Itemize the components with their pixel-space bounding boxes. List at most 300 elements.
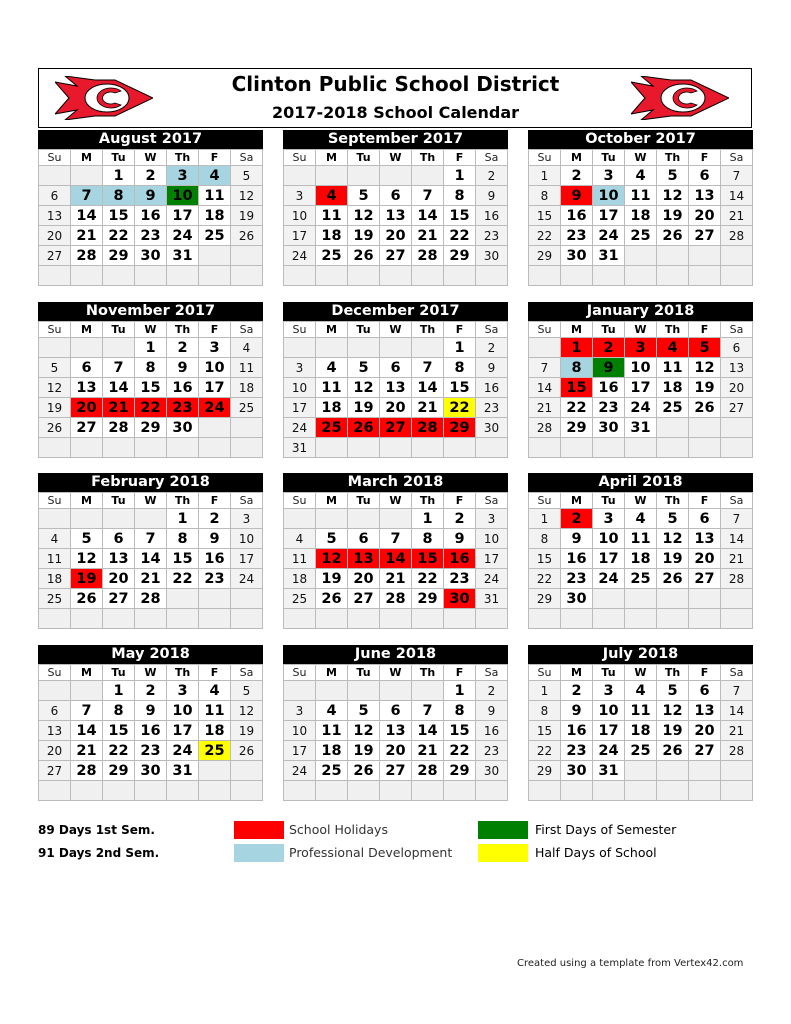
weekday-header: Th bbox=[412, 665, 444, 681]
day-cell: 9 bbox=[561, 529, 593, 549]
day-cell: 6 bbox=[689, 509, 721, 529]
day-cell: 28 bbox=[529, 418, 561, 438]
weekday-header: Sa bbox=[231, 150, 263, 166]
day-cell: 12 bbox=[231, 701, 263, 721]
day-cell: 3 bbox=[284, 701, 316, 721]
day-cell: 4 bbox=[199, 681, 231, 701]
empty-day-cell bbox=[529, 438, 561, 458]
empty-day-cell bbox=[657, 418, 689, 438]
weekday-header: F bbox=[199, 150, 231, 166]
empty-day-cell bbox=[284, 266, 316, 286]
empty-day-cell bbox=[316, 438, 348, 458]
day-cell: 11 bbox=[316, 206, 348, 226]
empty-day-cell bbox=[380, 438, 412, 458]
day-cell: 1 bbox=[167, 509, 199, 529]
empty-day-cell bbox=[348, 681, 380, 701]
legend-holiday-swatch bbox=[234, 821, 284, 839]
weekday-header: Tu bbox=[593, 322, 625, 338]
day-cell: 17 bbox=[593, 549, 625, 569]
empty-day-cell bbox=[561, 438, 593, 458]
empty-day-cell bbox=[284, 338, 316, 358]
day-cell: 2 bbox=[444, 509, 476, 529]
empty-day-cell bbox=[316, 266, 348, 286]
day-cell: 22 bbox=[135, 398, 167, 418]
day-cell: 28 bbox=[380, 589, 412, 609]
day-cell: 2 bbox=[199, 509, 231, 529]
empty-day-cell bbox=[71, 509, 103, 529]
day-cell: 14 bbox=[71, 721, 103, 741]
day-cell: 1 bbox=[135, 338, 167, 358]
empty-day-cell bbox=[444, 266, 476, 286]
day-cell: 29 bbox=[103, 246, 135, 266]
empty-day-cell bbox=[593, 438, 625, 458]
day-cell: 19 bbox=[231, 721, 263, 741]
weekday-header: Su bbox=[529, 150, 561, 166]
weekday-header: F bbox=[444, 493, 476, 509]
day-cell: 20 bbox=[689, 549, 721, 569]
day-cell: 18 bbox=[657, 378, 689, 398]
day-cell: 25 bbox=[625, 226, 657, 246]
month-calendar bbox=[283, 645, 508, 801]
day-cell: 1 bbox=[103, 166, 135, 186]
weekday-header: Th bbox=[657, 493, 689, 509]
day-cell: 27 bbox=[689, 741, 721, 761]
day-cell: 3 bbox=[476, 509, 508, 529]
day-cell: 2 bbox=[135, 166, 167, 186]
day-cell: 17 bbox=[284, 226, 316, 246]
day-cell: 24 bbox=[593, 569, 625, 589]
day-cell: 29 bbox=[412, 589, 444, 609]
day-cell: 23 bbox=[561, 226, 593, 246]
day-cell: 18 bbox=[316, 226, 348, 246]
empty-day-cell bbox=[593, 781, 625, 801]
day-cell: 21 bbox=[380, 569, 412, 589]
day-cell: 3 bbox=[593, 681, 625, 701]
day-cell: 13 bbox=[689, 186, 721, 206]
empty-day-cell bbox=[231, 418, 263, 438]
weekday-header: W bbox=[135, 493, 167, 509]
day-cell: 23 bbox=[561, 569, 593, 589]
day-cell: 8 bbox=[444, 186, 476, 206]
day-cell: 13 bbox=[689, 701, 721, 721]
empty-day-cell bbox=[316, 609, 348, 629]
weekday-header: Tu bbox=[103, 665, 135, 681]
empty-day-cell bbox=[199, 438, 231, 458]
day-cell: 22 bbox=[529, 569, 561, 589]
day-cell: 23 bbox=[167, 398, 199, 418]
day-cell: 1 bbox=[561, 338, 593, 358]
day-cell: 24 bbox=[284, 761, 316, 781]
day-cell: 16 bbox=[167, 378, 199, 398]
empty-day-cell bbox=[135, 438, 167, 458]
empty-day-cell bbox=[348, 509, 380, 529]
day-cell: 29 bbox=[529, 246, 561, 266]
empty-day-cell bbox=[39, 438, 71, 458]
day-cell: 20 bbox=[103, 569, 135, 589]
empty-day-cell bbox=[721, 438, 753, 458]
day-cell: 9 bbox=[135, 186, 167, 206]
day-cell: 6 bbox=[39, 701, 71, 721]
empty-day-cell bbox=[348, 609, 380, 629]
legend-half-swatch bbox=[478, 844, 528, 862]
day-cell: 26 bbox=[231, 226, 263, 246]
empty-day-cell bbox=[657, 781, 689, 801]
weekday-header: Th bbox=[657, 150, 689, 166]
weekday-header: W bbox=[135, 150, 167, 166]
month-day-grid bbox=[283, 664, 508, 801]
day-cell: 27 bbox=[71, 418, 103, 438]
day-cell: 26 bbox=[657, 226, 689, 246]
month-calendar bbox=[283, 130, 508, 286]
weekday-header: M bbox=[561, 493, 593, 509]
day-cell: 20 bbox=[348, 569, 380, 589]
day-cell: 17 bbox=[593, 721, 625, 741]
day-cell: 14 bbox=[103, 378, 135, 398]
day-cell: 5 bbox=[657, 681, 689, 701]
day-cell: 18 bbox=[199, 721, 231, 741]
day-cell: 9 bbox=[561, 186, 593, 206]
empty-day-cell bbox=[689, 609, 721, 629]
day-cell: 8 bbox=[103, 186, 135, 206]
day-cell: 25 bbox=[316, 246, 348, 266]
month-title: April 2018 bbox=[528, 473, 753, 492]
day-cell: 5 bbox=[231, 681, 263, 701]
empty-day-cell bbox=[39, 266, 71, 286]
empty-day-cell bbox=[167, 266, 199, 286]
day-cell: 29 bbox=[561, 418, 593, 438]
empty-day-cell bbox=[476, 266, 508, 286]
month-day-grid bbox=[38, 321, 263, 458]
day-cell: 11 bbox=[625, 529, 657, 549]
day-cell: 8 bbox=[167, 529, 199, 549]
day-cell: 7 bbox=[71, 186, 103, 206]
weekday-header: Sa bbox=[721, 493, 753, 509]
empty-day-cell bbox=[199, 589, 231, 609]
month-calendar bbox=[283, 473, 508, 629]
day-cell: 12 bbox=[657, 701, 689, 721]
weekday-header: Th bbox=[412, 493, 444, 509]
month-calendar bbox=[528, 302, 753, 458]
day-cell: 18 bbox=[199, 206, 231, 226]
day-cell: 15 bbox=[444, 378, 476, 398]
day-cell: 1 bbox=[529, 681, 561, 701]
day-cell: 6 bbox=[39, 186, 71, 206]
empty-day-cell bbox=[71, 781, 103, 801]
weekday-header: F bbox=[689, 150, 721, 166]
day-cell: 26 bbox=[39, 418, 71, 438]
empty-day-cell bbox=[529, 338, 561, 358]
day-cell: 9 bbox=[476, 186, 508, 206]
day-cell: 6 bbox=[103, 529, 135, 549]
month-title: July 2018 bbox=[528, 645, 753, 664]
empty-day-cell bbox=[284, 681, 316, 701]
day-cell: 30 bbox=[561, 246, 593, 266]
empty-day-cell bbox=[167, 609, 199, 629]
day-cell: 5 bbox=[689, 338, 721, 358]
day-cell: 20 bbox=[71, 398, 103, 418]
day-cell: 24 bbox=[476, 569, 508, 589]
day-cell: 21 bbox=[103, 398, 135, 418]
day-cell: 14 bbox=[380, 549, 412, 569]
weekday-header: M bbox=[316, 665, 348, 681]
day-cell: 14 bbox=[529, 378, 561, 398]
page-subtitle: 2017-2018 School Calendar bbox=[271, 103, 520, 122]
day-cell: 29 bbox=[444, 246, 476, 266]
month-title: February 2018 bbox=[38, 473, 263, 492]
weekday-header: Th bbox=[657, 322, 689, 338]
day-cell: 18 bbox=[625, 721, 657, 741]
weekday-header: Tu bbox=[593, 665, 625, 681]
day-cell: 8 bbox=[529, 701, 561, 721]
empty-day-cell bbox=[135, 781, 167, 801]
month-day-grid bbox=[38, 492, 263, 629]
day-cell: 19 bbox=[348, 741, 380, 761]
empty-day-cell bbox=[561, 781, 593, 801]
weekday-header: Th bbox=[167, 150, 199, 166]
day-cell: 4 bbox=[625, 681, 657, 701]
day-cell: 11 bbox=[625, 186, 657, 206]
weekday-header: F bbox=[444, 322, 476, 338]
day-cell: 17 bbox=[167, 206, 199, 226]
day-cell: 2 bbox=[476, 681, 508, 701]
empty-day-cell bbox=[103, 438, 135, 458]
day-cell: 6 bbox=[380, 186, 412, 206]
empty-day-cell bbox=[199, 418, 231, 438]
empty-day-cell bbox=[199, 761, 231, 781]
month-calendar bbox=[38, 645, 263, 801]
day-cell: 21 bbox=[412, 398, 444, 418]
day-cell: 16 bbox=[593, 378, 625, 398]
day-cell: 26 bbox=[657, 741, 689, 761]
day-cell: 30 bbox=[476, 246, 508, 266]
day-cell: 15 bbox=[103, 206, 135, 226]
day-cell: 3 bbox=[284, 186, 316, 206]
empty-day-cell bbox=[103, 609, 135, 629]
day-cell: 2 bbox=[135, 681, 167, 701]
day-cell: 22 bbox=[444, 741, 476, 761]
day-cell: 26 bbox=[316, 589, 348, 609]
day-cell: 7 bbox=[103, 358, 135, 378]
day-cell: 17 bbox=[476, 549, 508, 569]
day-cell: 26 bbox=[71, 589, 103, 609]
day-cell: 27 bbox=[39, 761, 71, 781]
day-cell: 15 bbox=[444, 206, 476, 226]
day-cell: 23 bbox=[444, 569, 476, 589]
month-title: November 2017 bbox=[38, 302, 263, 321]
day-cell: 21 bbox=[721, 549, 753, 569]
weekday-header: Sa bbox=[721, 322, 753, 338]
empty-day-cell bbox=[231, 438, 263, 458]
day-cell: 17 bbox=[284, 741, 316, 761]
legend-pd-label: Professional Development bbox=[289, 845, 453, 860]
day-cell: 25 bbox=[231, 398, 263, 418]
day-cell: 31 bbox=[593, 761, 625, 781]
day-cell: 16 bbox=[476, 721, 508, 741]
empty-day-cell bbox=[284, 509, 316, 529]
day-cell: 11 bbox=[199, 186, 231, 206]
day-cell: 28 bbox=[71, 761, 103, 781]
month-day-grid bbox=[283, 321, 508, 458]
day-cell: 16 bbox=[561, 206, 593, 226]
weekday-header: Su bbox=[284, 665, 316, 681]
day-cell: 17 bbox=[625, 378, 657, 398]
empty-day-cell bbox=[625, 438, 657, 458]
day-cell: 7 bbox=[721, 681, 753, 701]
day-cell: 1 bbox=[444, 166, 476, 186]
day-cell: 24 bbox=[284, 246, 316, 266]
empty-day-cell bbox=[199, 609, 231, 629]
empty-day-cell bbox=[39, 509, 71, 529]
day-cell: 5 bbox=[39, 358, 71, 378]
day-cell: 14 bbox=[71, 206, 103, 226]
weekday-header: Su bbox=[39, 665, 71, 681]
month-day-grid bbox=[283, 149, 508, 286]
empty-day-cell bbox=[412, 681, 444, 701]
weekday-header: F bbox=[689, 493, 721, 509]
day-cell: 4 bbox=[316, 701, 348, 721]
day-cell: 8 bbox=[135, 358, 167, 378]
day-cell: 19 bbox=[39, 398, 71, 418]
day-cell: 23 bbox=[561, 741, 593, 761]
month-title: October 2017 bbox=[528, 130, 753, 149]
day-cell: 11 bbox=[39, 549, 71, 569]
day-cell: 25 bbox=[199, 741, 231, 761]
day-cell: 8 bbox=[444, 358, 476, 378]
day-cell: 10 bbox=[625, 358, 657, 378]
day-cell: 27 bbox=[380, 418, 412, 438]
day-cell: 5 bbox=[657, 166, 689, 186]
day-cell: 24 bbox=[167, 741, 199, 761]
weekday-header: M bbox=[561, 150, 593, 166]
day-cell: 30 bbox=[561, 589, 593, 609]
day-cell: 11 bbox=[657, 358, 689, 378]
day-cell: 10 bbox=[284, 721, 316, 741]
day-cell: 8 bbox=[444, 701, 476, 721]
day-cell: 15 bbox=[529, 721, 561, 741]
weekday-header: F bbox=[444, 150, 476, 166]
day-cell: 18 bbox=[284, 569, 316, 589]
weekday-header: Tu bbox=[348, 322, 380, 338]
day-cell: 12 bbox=[348, 206, 380, 226]
weekday-header: M bbox=[316, 322, 348, 338]
empty-day-cell bbox=[284, 781, 316, 801]
day-cell: 24 bbox=[199, 398, 231, 418]
day-cell: 22 bbox=[444, 226, 476, 246]
day-cell: 20 bbox=[380, 398, 412, 418]
day-cell: 8 bbox=[529, 529, 561, 549]
day-cell: 16 bbox=[476, 378, 508, 398]
empty-day-cell bbox=[689, 266, 721, 286]
empty-day-cell bbox=[412, 338, 444, 358]
day-cell: 24 bbox=[593, 741, 625, 761]
month-calendar bbox=[528, 645, 753, 801]
day-cell: 29 bbox=[529, 761, 561, 781]
day-cell: 12 bbox=[316, 549, 348, 569]
day-cell: 15 bbox=[135, 378, 167, 398]
weekday-header: W bbox=[135, 665, 167, 681]
empty-day-cell bbox=[444, 781, 476, 801]
day-cell: 27 bbox=[689, 226, 721, 246]
weekday-header: Sa bbox=[231, 493, 263, 509]
day-cell: 15 bbox=[529, 549, 561, 569]
day-cell: 1 bbox=[412, 509, 444, 529]
empty-day-cell bbox=[135, 509, 167, 529]
day-cell: 16 bbox=[135, 206, 167, 226]
day-cell: 13 bbox=[380, 378, 412, 398]
empty-day-cell bbox=[103, 781, 135, 801]
empty-day-cell bbox=[561, 266, 593, 286]
day-cell: 25 bbox=[284, 589, 316, 609]
day-cell: 19 bbox=[689, 378, 721, 398]
day-cell: 12 bbox=[348, 378, 380, 398]
day-cell: 12 bbox=[657, 529, 689, 549]
day-cell: 7 bbox=[412, 186, 444, 206]
day-cell: 14 bbox=[412, 206, 444, 226]
weekday-header: Su bbox=[529, 493, 561, 509]
empty-day-cell bbox=[625, 246, 657, 266]
empty-day-cell bbox=[412, 438, 444, 458]
empty-day-cell bbox=[380, 266, 412, 286]
legend-holiday-label: School Holidays bbox=[289, 822, 388, 837]
day-cell: 27 bbox=[721, 398, 753, 418]
empty-day-cell bbox=[103, 266, 135, 286]
day-cell: 20 bbox=[689, 721, 721, 741]
day-cell: 15 bbox=[444, 721, 476, 741]
day-cell: 29 bbox=[135, 418, 167, 438]
empty-day-cell bbox=[380, 781, 412, 801]
empty-day-cell bbox=[593, 266, 625, 286]
page-title: Clinton Public School District bbox=[231, 72, 560, 96]
day-cell: 31 bbox=[593, 246, 625, 266]
day-cell: 9 bbox=[561, 701, 593, 721]
day-cell: 15 bbox=[561, 378, 593, 398]
day-cell: 25 bbox=[316, 761, 348, 781]
weekday-header: Su bbox=[39, 322, 71, 338]
day-cell: 20 bbox=[380, 741, 412, 761]
empty-day-cell bbox=[593, 609, 625, 629]
day-cell: 22 bbox=[412, 569, 444, 589]
day-cell: 7 bbox=[380, 529, 412, 549]
empty-day-cell bbox=[721, 609, 753, 629]
day-cell: 13 bbox=[39, 206, 71, 226]
weekday-header: M bbox=[71, 322, 103, 338]
empty-day-cell bbox=[71, 609, 103, 629]
day-cell: 4 bbox=[625, 166, 657, 186]
day-cell: 16 bbox=[444, 549, 476, 569]
day-cell: 1 bbox=[444, 681, 476, 701]
day-cell: 24 bbox=[593, 226, 625, 246]
weekday-header: W bbox=[625, 322, 657, 338]
weekday-header: M bbox=[71, 665, 103, 681]
day-cell: 27 bbox=[348, 589, 380, 609]
empty-day-cell bbox=[689, 589, 721, 609]
day-cell: 21 bbox=[529, 398, 561, 418]
day-cell: 4 bbox=[657, 338, 689, 358]
empty-day-cell bbox=[316, 509, 348, 529]
day-cell: 21 bbox=[135, 569, 167, 589]
empty-day-cell bbox=[529, 266, 561, 286]
day-cell: 20 bbox=[39, 226, 71, 246]
day-cell: 7 bbox=[721, 166, 753, 186]
weekday-header: Su bbox=[284, 493, 316, 509]
day-cell: 3 bbox=[593, 509, 625, 529]
weekday-header: M bbox=[71, 493, 103, 509]
day-cell: 10 bbox=[231, 529, 263, 549]
weekday-header: M bbox=[561, 322, 593, 338]
day-cell: 13 bbox=[721, 358, 753, 378]
day-cell: 7 bbox=[135, 529, 167, 549]
day-cell: 28 bbox=[721, 226, 753, 246]
